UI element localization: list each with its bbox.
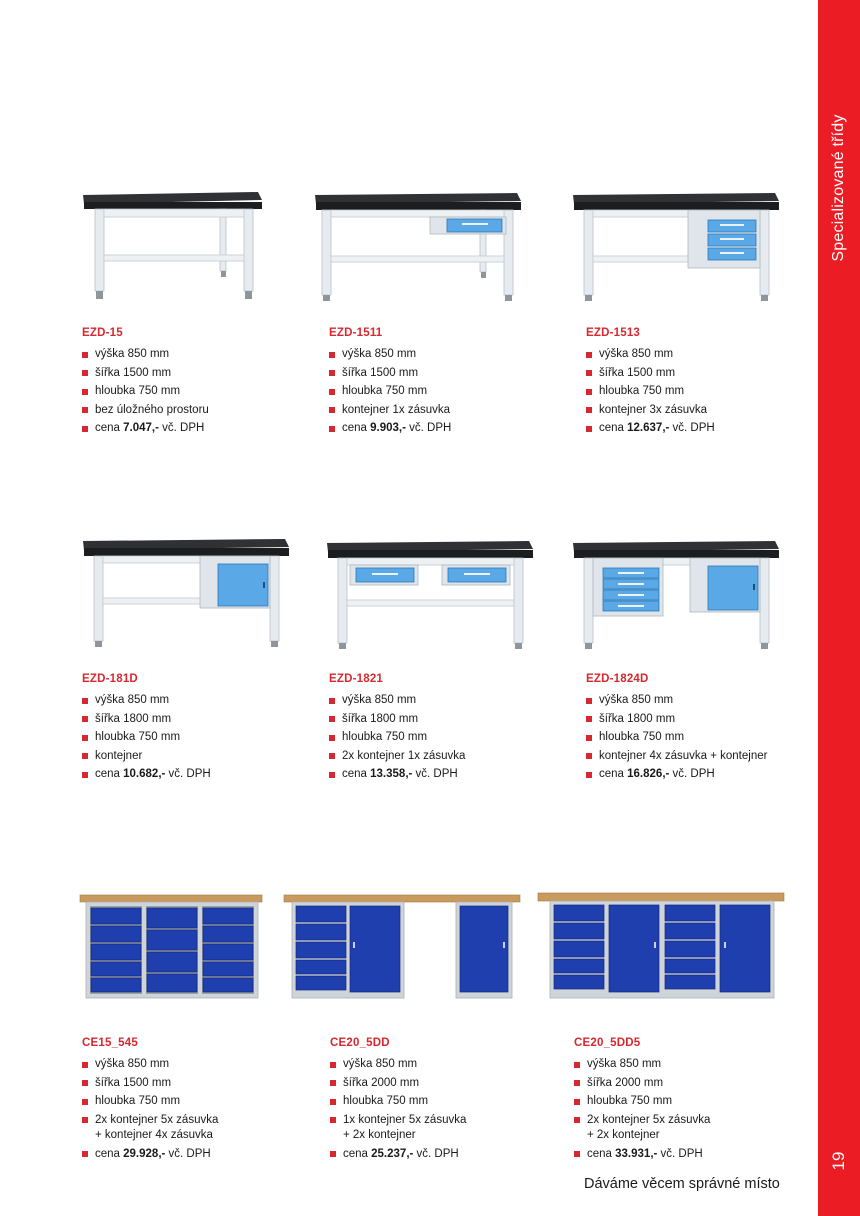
price-item: cena 13.358,- vč. DPH — [329, 765, 564, 784]
spec-item: 2x kontejner 1x zásuvka — [329, 747, 564, 766]
spec-item: výška 850 mm — [82, 1055, 317, 1074]
product-ezd-1824d — [586, 673, 821, 784]
spec-item: šířka 1800 mm — [329, 710, 564, 729]
spec-item: výška 850 mm — [82, 691, 317, 710]
product-image-ezd-181d — [80, 536, 292, 648]
product-ezd-181d — [82, 673, 317, 784]
product-ezd-1821 — [329, 673, 564, 784]
price-item: cena 25.237,- vč. DPH — [330, 1145, 565, 1164]
price-item: cena 12.637,- vč. DPH — [586, 419, 821, 438]
spec-item: kontejner — [82, 747, 317, 766]
product-code: EZD-1511 — [329, 327, 383, 339]
product-code: CE20_5DD — [330, 1037, 390, 1049]
spec-item: kontejner 1x zásuvka — [329, 401, 564, 420]
spec-item: výška 850 mm — [586, 345, 821, 364]
spec-item: šířka 2000 mm — [330, 1074, 565, 1093]
product-image-ezd-1511 — [312, 190, 524, 302]
product-code: CE20_5DD5 — [574, 1037, 641, 1049]
spec-item: 2x kontejner 5x zásuvka + 2x kontejner — [574, 1111, 809, 1145]
spec-item: šířka 1500 mm — [586, 364, 821, 383]
spec-item: hloubka 750 mm — [330, 1092, 565, 1111]
product-code: EZD-1824D — [586, 673, 649, 685]
product-code: EZD-15 — [82, 327, 123, 339]
price-item: cena 7.047,- vč. DPH — [82, 419, 317, 438]
spec-item: hloubka 750 mm — [82, 1092, 317, 1111]
product-ezd-15 — [82, 327, 317, 438]
spec-item: 1x kontejner 5x zásuvka + 2x kontejner — [330, 1111, 565, 1145]
product-ce20-5dd5 — [574, 1037, 809, 1163]
price-item: cena 29.928,- vč. DPH — [82, 1145, 317, 1164]
product-code: EZD-181D — [82, 673, 138, 685]
spec-item: šířka 1800 mm — [82, 710, 317, 729]
spec-item: výška 850 mm — [82, 345, 317, 364]
product-code: EZD-1513 — [586, 327, 641, 339]
spec-item: výška 850 mm — [330, 1055, 565, 1074]
price-item: cena 9.903,- vč. DPH — [329, 419, 564, 438]
spec-item: bez úložného prostoru — [82, 401, 317, 420]
price-item: cena 33.931,- vč. DPH — [574, 1145, 809, 1164]
product-code: EZD-1821 — [329, 673, 384, 685]
price-item: cena 10.682,- vč. DPH — [82, 765, 317, 784]
spec-item: šířka 1800 mm — [586, 710, 821, 729]
spec-item: hloubka 750 mm — [574, 1092, 809, 1111]
product-ezd-1513 — [586, 327, 821, 438]
spec-item: šířka 1500 mm — [82, 1074, 317, 1093]
spec-item: hloubka 750 mm — [586, 728, 821, 747]
product-image-ezd-1821 — [324, 538, 536, 650]
spec-item: výška 850 mm — [586, 691, 821, 710]
spec-item: výška 850 mm — [574, 1055, 809, 1074]
product-ce20-5dd — [330, 1037, 565, 1163]
product-image-ezd-1513 — [570, 190, 782, 302]
page-number: 19 — [829, 1151, 848, 1171]
product-image-ce20-5dd — [282, 892, 522, 1000]
spec-item: výška 850 mm — [329, 345, 564, 364]
spec-item: kontejner 3x zásuvka — [586, 401, 821, 420]
spec-item: hloubka 750 mm — [82, 382, 317, 401]
spec-item: šířka 1500 mm — [82, 364, 317, 383]
spec-item: 2x kontejner 5x zásuvka + kontejner 4x zásuvka — [82, 1111, 317, 1145]
product-image-ce20-5dd5 — [536, 890, 786, 1000]
product-image-ezd-15 — [80, 188, 265, 303]
price-item: cena 16.826,- vč. DPH — [586, 765, 821, 784]
footer-slogan: Dáváme věcem správné místo — [584, 1176, 780, 1192]
spec-item: hloubka 750 mm — [329, 382, 564, 401]
spec-item: šířka 1500 mm — [329, 364, 564, 383]
product-ce15-545 — [82, 1037, 317, 1163]
product-code: CE15_545 — [82, 1037, 138, 1049]
spec-item: hloubka 750 mm — [329, 728, 564, 747]
product-image-ezd-1824d — [570, 538, 782, 650]
spec-item: hloubka 750 mm — [82, 728, 317, 747]
product-image-ce15-545 — [78, 892, 264, 1000]
spec-item: šířka 2000 mm — [574, 1074, 809, 1093]
sidebar-title: Specializované třídy — [830, 113, 847, 262]
spec-item: výška 850 mm — [329, 691, 564, 710]
product-ezd-1511 — [329, 327, 564, 438]
spec-item: kontejner 4x zásuvka + kontejner — [586, 747, 821, 766]
spec-item: hloubka 750 mm — [586, 382, 821, 401]
